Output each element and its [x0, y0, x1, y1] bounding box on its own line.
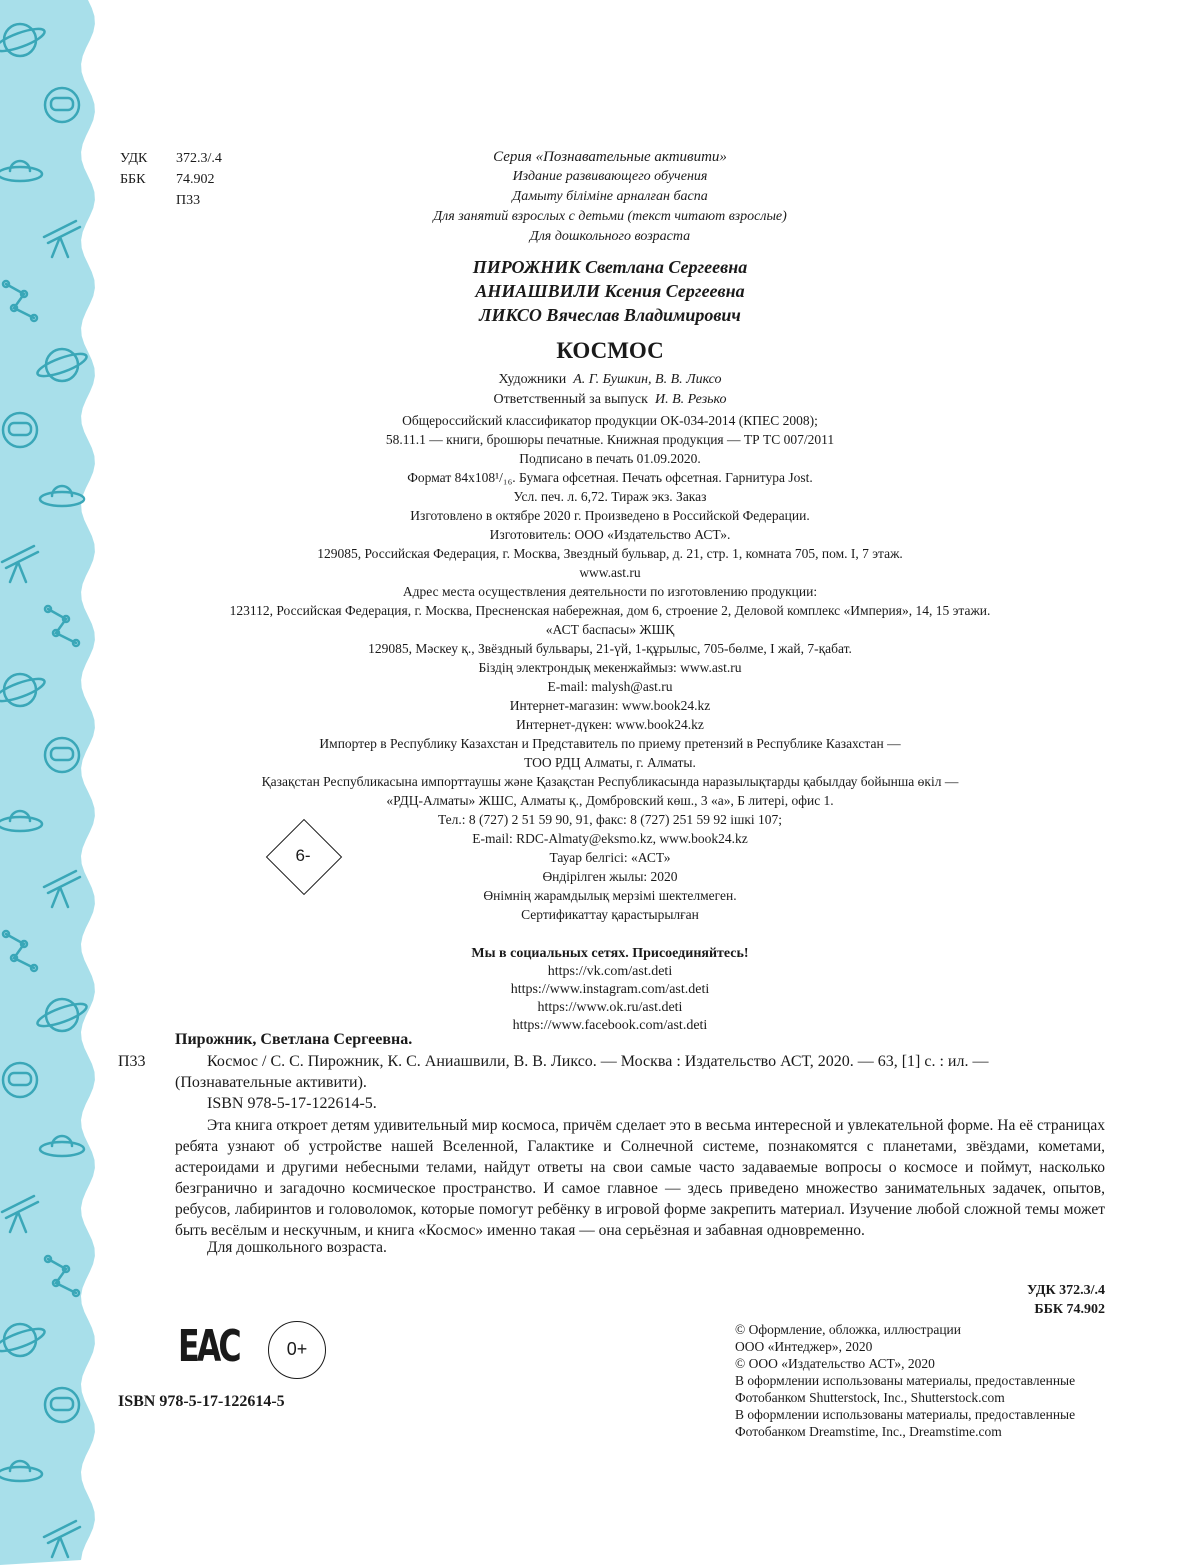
social-link[interactable]: https://vk.com/ast.deti: [547, 964, 673, 979]
imprint-line: Қазақстан Республикасына импорттаушы және Қазақстан Республикасында наразылықтарды қабылдау бойынша өкіл —: [261, 774, 959, 789]
age-rating-circle-label: 0+: [286, 1339, 308, 1359]
imprint-line: Общероссийский классификатор продукции ОК-034-2014 (КПЕС 2008);: [402, 413, 818, 428]
imprint-line: 129085, Мәскеу қ., Звёздный бульвары, 21-үй, 1-құрылыс, 705-бөлме, I жай, 7-қабат.: [368, 641, 852, 656]
catalog-heading: Пирожник, Светлана Сергеевна.: [175, 1031, 413, 1048]
copyright-line: Фотобанком Dreamstime, Inc., Dreamstime.com: [735, 1424, 1002, 1439]
imprint-line: www.ast.ru: [579, 565, 641, 580]
artists-label: Художники: [498, 372, 567, 387]
imprint-line: Адрес места осуществления деятельности по изготовлению продукции:: [402, 584, 818, 599]
bbk-value: 74.902: [176, 172, 215, 187]
imprint-line: Интернет-дүкен: www.book24.kz: [516, 717, 704, 732]
imprint-line: Сертификаттау қарастырылған: [521, 907, 699, 922]
imprint-line: 58.11.1 — книги, брошюры печатные. Книжная продукция — ТР ТС 007/2011: [385, 432, 835, 447]
eac-mark: ЕАС: [178, 1321, 239, 1372]
social-link[interactable]: https://www.ok.ru/ast.deti: [537, 1000, 683, 1015]
imprint-line: Изготовлено в октябре 2020 г. Произведено в Российской Федерации.: [410, 508, 810, 523]
catalog-entry: (Познавательные активити).: [175, 1074, 367, 1091]
imprint-line: Тел.: 8 (727) 2 51 59 90, 91, факс: 8 (727) 251 59 92 ішкі 107;: [437, 812, 783, 827]
annotation-text: Эта книга откроет детям удивительный мир космоса, причём сделает это в весьма интересной и увлекательной форме. На её страницах ребята узнают об устройстве нашей Вселенной, Галактике и Солнечной системе, познакомятся с планетами, звёздами, кометами, астероидами и другими небесными телами, найдут ответы на свои самые часто задаваемые вопросы о космосе и поймут, насколько безгранично и загадочно космическое пространство. И самое главное — здесь приведено множество занимательных задачек, опытов, ребусов, лабиринтов и головоломок, которые помогут ребёнку в игровой форме закрепить материал. Изучение любой сложной темы может быть весёлым и нескучным, и книга «Космос» именно такая — она серьёзная и забавная одновременно.: [175, 1117, 1105, 1239]
imprint-line: 123112, Российская Федерация, г. Москва, Пресненская набережная, дом 6, строение 2, Деловой комплекс «Империя», 14, 15 этажи.: [229, 603, 991, 618]
imprint-line: E-mail: malysh@ast.ru: [547, 679, 673, 694]
series-line: Издание развивающего обучения: [512, 169, 708, 184]
editor-credit: [0, 390, 1193, 410]
imprint-line: 129085, Российская Федерация, г. Москва, Звездный бульвар, д. 21, стр. 1, комната 705, пом. I, 7 этаж.: [317, 546, 903, 561]
udk-bottom: УДК 372.3/.4: [1026, 1283, 1105, 1298]
series-line: Для дошкольного возраста: [529, 229, 691, 244]
bbk-bottom: ББК 74.902: [1034, 1302, 1105, 1317]
annotation: [175, 1115, 1105, 1241]
imprint-line: E-mail: RDC-Almaty@eksmo.kz, www.book24.kz: [472, 831, 748, 846]
catalog-isbn: ISBN 978-5-17-122614-5.: [207, 1095, 377, 1112]
imprint-line: «РДЦ-Алматы» ЖШС, Алматы қ., Домбровский көш., 3 «а», Б литері, офис 1.: [386, 793, 834, 808]
udk-value: 372.3/.4: [176, 151, 222, 166]
imprint-line: Интернет-магазин: www.book24.kz: [509, 698, 711, 713]
age-rating-label: 6-: [295, 846, 311, 865]
imprint-line: Усл. печ. л. 6,72. Тираж экз. Заказ: [513, 489, 707, 504]
social-title: Мы в социальных сетях. Присоединяйтесь!: [471, 946, 749, 961]
imprint-line: ТОО РДЦ Алматы, г. Алматы.: [524, 755, 696, 770]
imprint-line: Өндірілген жылы: 2020: [542, 869, 678, 884]
copyright-line: © Оформление, обложка, иллюстрации: [735, 1322, 961, 1337]
book-title: КОСМОС: [556, 338, 664, 363]
series-line: Для занятий взрослых с детьми (текст читают взрослые): [433, 209, 787, 224]
editor-label: Ответственный за выпуск: [493, 392, 648, 407]
imprint-line: Подписано в печать 01.09.2020.: [519, 451, 701, 466]
copyright-line: Фотобанком Shutterstock, Inc., Shutterstock.com: [735, 1390, 1005, 1405]
series-title: Серия «Познавательные активити»: [493, 149, 727, 165]
imprint-line: Формат 84x108¹/₁₆. Бумага офсетная. Печать офсетная. Гарнитура Jost.: [407, 470, 813, 485]
copyright-line: В оформлении использованы материалы, предоставленные: [735, 1373, 1076, 1388]
author-mark: П33: [176, 193, 201, 208]
copyright-line: ООО «Интеджер», 2020: [735, 1339, 873, 1354]
catalog-code: П33: [118, 1053, 146, 1070]
social-link[interactable]: https://www.instagram.com/ast.deti: [510, 982, 710, 997]
social-link[interactable]: https://www.facebook.com/ast.deti: [512, 1018, 708, 1033]
age-note: Для дошкольного возраста.: [207, 1239, 387, 1256]
author-name: АНИАШВИЛИ Ксения Сергеевна: [475, 281, 745, 301]
isbn-bottom: ISBN 978-5-17-122614-5: [118, 1393, 285, 1410]
editor-name: И. В. Резько: [654, 392, 727, 407]
copyright-line: © ООО «Издательство АСТ», 2020: [735, 1356, 935, 1371]
imprint-line: Изготовитель: ООО «Издательство АСТ».: [489, 527, 731, 542]
udk-label: УДК: [120, 151, 148, 166]
author-name: ЛИКСО Вячеслав Владимирович: [479, 305, 741, 325]
author-name: ПИРОЖНИК Светлана Сергеевна: [472, 257, 748, 277]
copyright-line: В оформлении использованы материалы, предоставленные: [735, 1407, 1076, 1422]
imprint-line: Өнімнің жарамдылық мерзімі шектелмеген.: [483, 888, 737, 903]
imprint-line: Біздің электрондық мекенжаймыз: www.ast.ru: [478, 660, 742, 675]
artists-names: А. Г. Бушкин, В. В. Ликсо: [573, 372, 722, 387]
imprint-line: «АСТ баспасы» ЖШҚ: [545, 622, 675, 637]
catalog-entry: Космос / С. С. Пирожник, К. С. Аниашвили, В. В. Ликсо. — Москва : Издательство АСТ, 2020. — 63, [1] с. : ил. —: [207, 1053, 989, 1070]
imprint-line: Тауар белгісі: «АСТ»: [549, 850, 671, 865]
bbk-label: ББК: [120, 172, 146, 187]
imprint-line: Импортер в Республику Казахстан и Представитель по приему претензий в Республике Казахстан —: [319, 736, 901, 751]
series-line: Дамыту біліміне арналған баспа: [512, 189, 708, 204]
artists-credit: [0, 370, 1193, 390]
